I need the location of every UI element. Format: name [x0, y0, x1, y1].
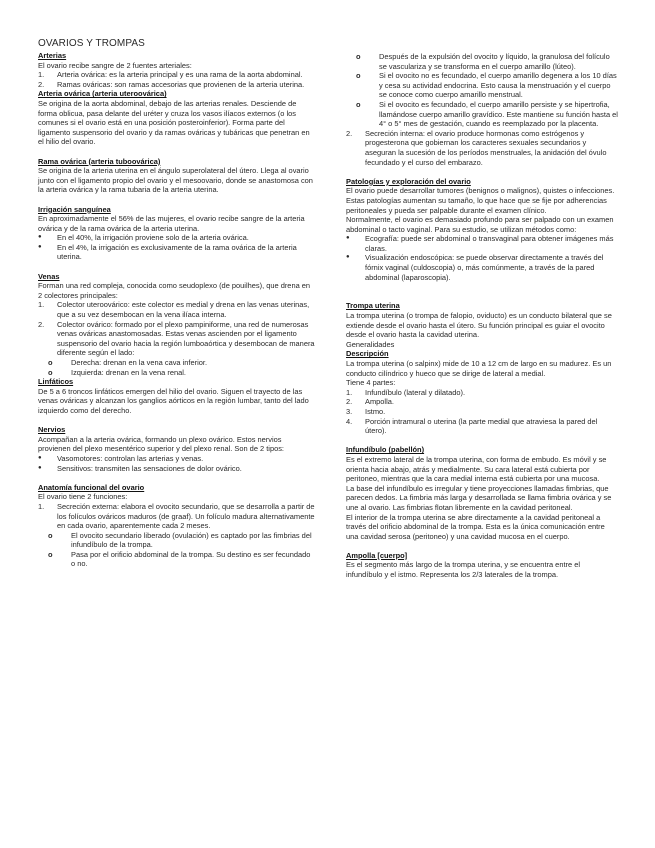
numbered-item	[346, 407, 618, 417]
spacer	[346, 167, 618, 177]
list-item-text: Porción intramural o uterina (la parte medial que atraviesa la pared del útero).	[365, 416, 598, 436]
list-item-text: Vasomotores: controlan las arterias y venas.	[57, 453, 204, 463]
list-marker: o	[356, 52, 361, 61]
bullet-item	[346, 253, 618, 282]
paragraph: Se origina de la aorta abdominal, debajo de las arterias renales. Desciende de forma oblicua, pasa delante del uréter y cruza los vasos ilíacos externos (o los comunes si el ovario está en una posición posteroinferior). Forma parte del ligamento suspensorio del ovario y da ramas ováricas y tubáricas que penetran en el hilio del ovario.	[38, 98, 310, 147]
section-heading: Patologías y exploración del ovario	[346, 176, 471, 186]
list-item-text: Arteria ovárica: es la arteria principal y es una rama de la aorta abdominal.	[57, 70, 303, 80]
list-item-text: Si el ovocito no es fecundado, el cuerpo amarillo degenera a los 10 días y cesa su actividad endocrina. Esto causa la menstruación y el cuerpo se conoce como cuerpo amarillo menstrual.	[379, 71, 617, 100]
paragraph: La trompa uterina (o trompa de falopio, oviducto) es un conducto bilateral que se extiende desde el ovario hasta el útero. Su función principal es guiar el ovocito desde el ovario hasta la cavidad uterina.	[346, 311, 612, 340]
numbered-item	[38, 320, 316, 358]
sub-item	[346, 71, 618, 100]
left-column	[38, 38, 316, 569]
paragraph: Normalmente, el ovario es demasiado profundo para ser palpado con un examen abdominal o tacto vaginal. Para su estudio, se utilizan métodos como:	[346, 215, 614, 234]
bullet-item	[38, 243, 316, 262]
section-heading: Arterias	[38, 51, 67, 60]
numbered-item	[346, 388, 618, 398]
list-item-text: Si el ovocito es fecundado, el cuerpo amarillo persiste y se hipertrofia, llamándose cuerpo amarillo gravídico. Este mantiene su función hasta el 4° o 5° mes de gestación, cuando es reemplazado por la placenta.	[379, 99, 618, 129]
section-heading: Arteria ovárica (arteria uteroovárica)	[38, 89, 167, 99]
list-marker: o	[48, 367, 53, 377]
paragraph: En aproximadamente el 56% de las mujeres, el ovario recibe sangre de la arteria ovárica y de la rama ovárica de la arteria uterina.	[38, 214, 305, 233]
spacer	[38, 262, 316, 272]
left-column-body	[38, 51, 316, 569]
section-heading: Anatomía funcional del ovario	[38, 482, 145, 492]
list-marker: ●	[346, 254, 350, 261]
spacer	[346, 292, 618, 302]
numbered-item	[38, 80, 316, 90]
list-item-text: Colector uteroovárico: este colector es medial y drena en las venas uterinas, que a su vez desembocan en la vena ilíaca interna.	[57, 300, 310, 320]
list-item-text: Infundíbulo (lateral y dilatado).	[365, 387, 466, 397]
list-item-text: En el 40%, la irrigación proviene solo de la arteria ovárica.	[57, 233, 249, 243]
spacer	[346, 282, 618, 292]
right-column-body	[346, 52, 618, 580]
list-item-text: Ecografía: puede ser abdominal o transvaginal para obtener imágenes más claras.	[365, 234, 614, 253]
spacer	[346, 541, 618, 551]
paragraph: Se origina de la arteria uterina en el ángulo superolateral del útero. Llega al ovario junto con el ligamento propio del ovario y el mesoovario, donde se anastomosa con la arteria ovárica y la rama tubaria de la arteria uterina.	[38, 166, 313, 195]
section-heading: Nervios	[38, 425, 66, 435]
section-heading: Infundíbulo (pabellón)	[346, 445, 425, 455]
section-heading: Descripción	[346, 349, 389, 359]
list-marker: 1.	[38, 501, 45, 511]
list-marker: o	[356, 99, 361, 109]
list-item-text: Derecha: drenan en la vena cava inferior.	[71, 358, 208, 367]
list-marker: 4.	[346, 416, 353, 426]
list-marker: ●	[38, 454, 42, 461]
list-marker: ●	[346, 235, 350, 242]
paragraph: De 5 a 6 troncos linfáticos emergen del hilio del ovario. Siguen el trayecto de las venas ováricas y alcanzan los ganglios aórticos en la región lumbar, tanto del lado izquierdo como del derecho.	[38, 386, 309, 415]
list-item-text: Izquierda: drenan en la vena renal.	[71, 367, 186, 377]
paragraph: Forman una red compleja, conocida como seudoplexo (de pouilhes), que drena en 2 colectores principales:	[38, 281, 311, 300]
list-marker: ●	[38, 243, 42, 250]
bullet-item	[38, 464, 316, 474]
list-item-text: En el 4%, la irrigación es exclusivamente de la rama ovárica de la arteria uterina.	[57, 242, 297, 262]
list-marker: o	[48, 358, 53, 367]
list-marker: 1.	[346, 387, 353, 397]
list-item-text: Ramas ováricas: son ramas accesorias que provienen de la arteria uterina.	[57, 79, 305, 89]
numbered-item	[38, 300, 316, 319]
spacer	[38, 416, 316, 426]
paragraph: La base del infundíbulo es irregular y tiene proyecciones llamadas fimbrias, que parecen dedos. La fimbria más larga y desarrollada se llama fimbria ovárica y se une al ovario. Las fimbrias flotan libremente en la cavidad peritoneal.	[346, 483, 612, 512]
paragraph: Tiene 4 partes:	[346, 378, 396, 388]
section-heading: Venas	[38, 271, 60, 281]
numbered-item	[38, 502, 316, 531]
list-item-text: Sensitivos: transmiten las sensaciones de dolor ovárico.	[57, 463, 242, 473]
list-marker: o	[48, 530, 53, 540]
numbered-item	[346, 397, 618, 407]
page-title: OVARIOS Y TROMPAS	[38, 38, 145, 49]
bullet-item	[38, 454, 316, 464]
section-heading: Ampolla [cuerpo]	[346, 550, 408, 560]
list-marker: 1.	[38, 300, 45, 310]
list-marker: ●	[38, 234, 42, 241]
paragraph: Es el segmento más largo de la trompa uterina, y se encuentra entre el infundíbulo y el istmo. Representa los 2/3 laterales de la trompa.	[346, 560, 580, 580]
paragraph: Es el extremo lateral de la trompa uterina, con forma de embudo. Es móvil y se orienta hacia abajo, atrás y medialmente. Su cara lateral está cubierta por peritoneo, mientras que la cara medial interna está cubierta por una mucosa.	[346, 454, 607, 484]
paragraph: El interior de la trompa uterina se abre directamente a la cavidad peritoneal a través del orificio abdominal de la trompa. Esta es la única comunicación entre una cavidad serosa (peritoneo) y una cavidad mucosa en el cuerpo.	[346, 512, 605, 541]
sub-item	[38, 531, 316, 550]
section-heading: Rama ovárica (arteria tuboovárica)	[38, 156, 161, 166]
bullet-item	[38, 233, 316, 243]
list-item-text: Secreción interna: el ovario produce hormonas como estrógenos y progesterona que gobiernan los caracteres sexuales secundarios y aseguran la sucesión de los períodos menstruales, la anidación del óvulo fecundado y el curso del embarazo.	[365, 128, 607, 167]
sub-item	[38, 368, 316, 378]
list-item-text: Pasa por el orificio abdominal de la trompa. Su destino es ser fecundado o no.	[71, 549, 311, 569]
list-item-text: Colector ovárico: formado por el plexo pampiniforme, una red de numerosas venas ováricas anastomosadas. Estas venas ascienden por el ligamento suspensorio del ovario hacia la región lumboaórtica y desembocan de manera diferente según el lado:	[57, 319, 315, 358]
list-item-text: Visualización endoscópica: se puede observar directamente a través del fórnix vaginal (culdoscopia) o, más comúnmente, a través de la pared abdominal (laparoscopia).	[365, 253, 604, 282]
list-marker: ●	[38, 464, 42, 471]
numbered-item	[346, 417, 618, 436]
list-marker: 2.	[346, 128, 353, 138]
list-marker: o	[48, 549, 53, 559]
list-item-text: Secreción externa: elabora el ovocito secundario, que se desarrolla a partir de los folículos ováricos maduros (de graaf). Un folículo madura alternativamente en cada ovario, aparentemente cada 2 meses.	[57, 501, 315, 531]
spacer	[38, 195, 316, 205]
spacer	[38, 147, 316, 157]
paragraph: El ovario puede desarrollar tumores (benignos o malignos), quistes o infecciones. Estas patologías aumentan su tamaño, lo que hace que se fije por adherencias peritoneales y pueda ser palpable durante el examen clínico.	[346, 186, 615, 215]
sub-item	[346, 52, 618, 71]
spacer	[346, 436, 618, 446]
list-marker: 2.	[346, 397, 353, 407]
paragraph: El ovario recibe sangre de 2 fuentes arteriales:	[38, 60, 192, 70]
spacer	[38, 473, 316, 483]
list-item-text: Después de la expulsión del ovocito y líquido, la granulosa del folículo se vasculariza y se transforma en el cuerpo amarillo (lúteo).	[379, 52, 610, 71]
sub-item	[38, 550, 316, 569]
list-item-text: El ovocito secundario liberado (ovulación) es captado por las fimbrias del infundíbulo de la trompa.	[71, 530, 312, 550]
sub-item	[346, 100, 618, 129]
section-heading: Irrigación sanguínea	[38, 204, 111, 214]
right-column	[346, 52, 618, 580]
paragraph: Generalidades	[346, 339, 395, 349]
numbered-item	[38, 70, 316, 80]
list-item-text: Ampolla.	[365, 397, 394, 407]
section-heading: Trompa uterina	[346, 301, 400, 311]
paragraph: Acompañan a la arteria ovárica, formando un plexo ovárico. Estos nervios provienen del plexo mesentérico superior y del plexo renal. Son de 2 tipos:	[38, 434, 284, 454]
section-heading: Linfáticos	[38, 377, 74, 387]
list-marker: o	[356, 71, 361, 81]
list-marker: 2.	[38, 319, 45, 329]
list-item-text: Istmo.	[365, 406, 386, 416]
list-marker: 3.	[346, 406, 353, 416]
numbered-item	[346, 129, 618, 167]
sub-item	[38, 358, 316, 368]
paragraph: El ovario tiene 2 funciones:	[38, 492, 128, 502]
list-marker: 1.	[38, 70, 45, 80]
bullet-item	[346, 234, 618, 253]
list-marker: 2.	[38, 79, 45, 89]
paragraph: La trompa uterina (o salpinx) mide de 10 a 12 cm de largo en su madurez. Es un conducto cilíndrico y hueco que se dirige de lateral a medial.	[346, 359, 612, 378]
